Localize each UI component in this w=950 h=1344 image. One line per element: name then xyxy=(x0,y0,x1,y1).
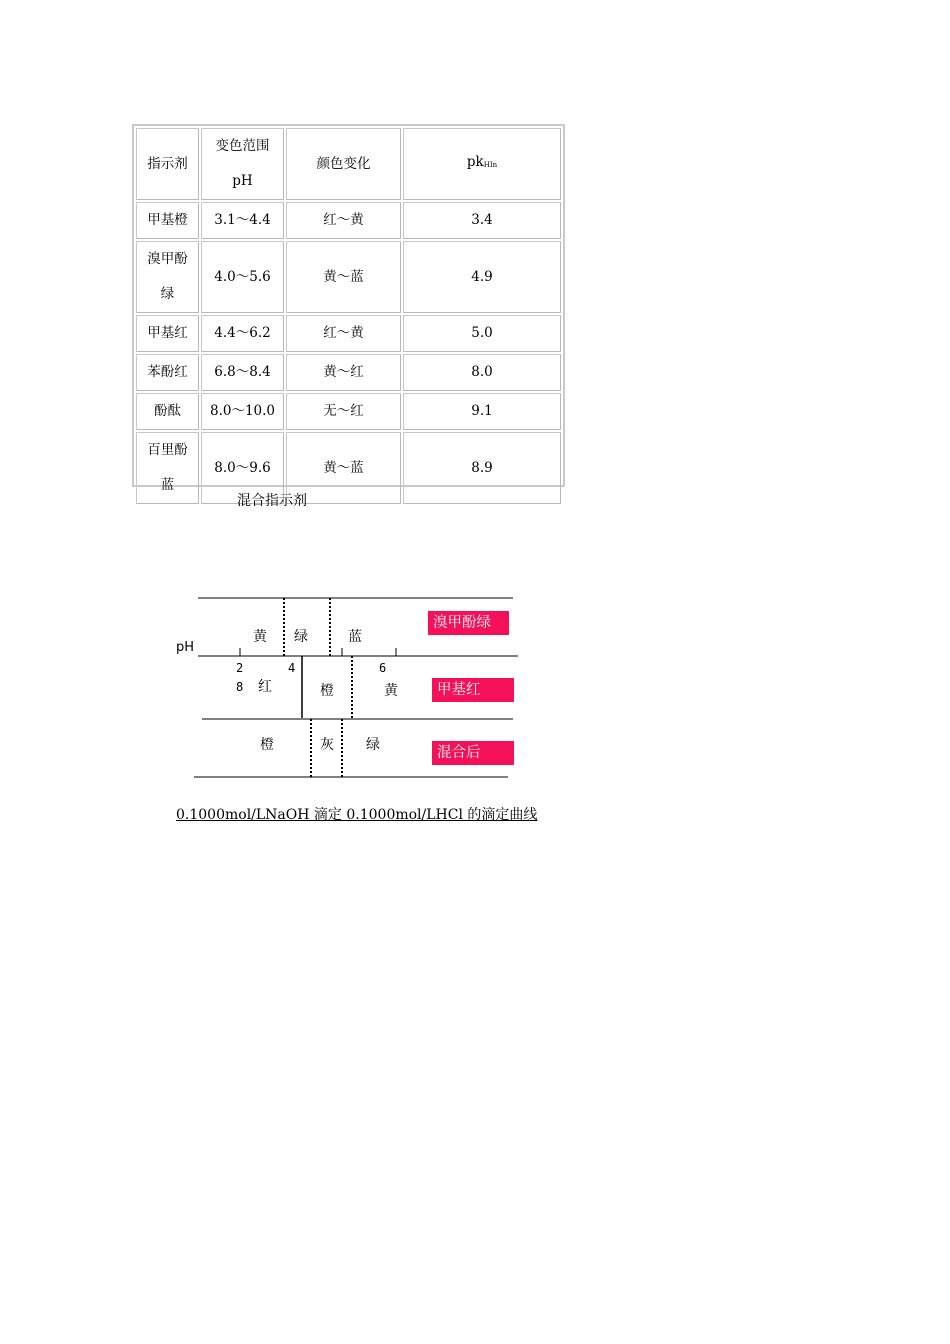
row3-right-label: 绿 xyxy=(366,737,380,753)
cell-color: 黄～红 xyxy=(286,354,401,391)
cell-range: 8.0～10.0 xyxy=(201,393,284,430)
cell-color: 红～黄 xyxy=(286,202,401,239)
cell-indicator-line1: 百里酚 xyxy=(147,442,188,458)
row2-right-label: 黄 xyxy=(384,683,398,699)
tag-methyl-red: 甲基红 xyxy=(432,678,514,702)
ph-axis-label: pH xyxy=(176,640,195,655)
header-range-line1: 变色范围 xyxy=(215,138,270,154)
table-row xyxy=(136,354,561,391)
header-pk xyxy=(403,128,561,200)
cell-range: 4.0～5.6 xyxy=(201,241,284,313)
header-color-change: 颜色变化 xyxy=(286,128,401,200)
cell-indicator: 酚酞 xyxy=(136,393,199,430)
cell-range: 6.8～8.4 xyxy=(201,354,284,391)
row1-left-label: 黄 xyxy=(253,629,267,645)
cell-pk: 5.0 xyxy=(403,315,561,352)
table-row xyxy=(136,241,561,313)
scale-number-6: 6 xyxy=(379,661,387,675)
indicator-table-grid xyxy=(134,126,563,506)
cell-color: 红～黄 xyxy=(286,315,401,352)
scale-number-8: 8 xyxy=(236,680,244,694)
header-pk-subscript: HIn xyxy=(483,161,498,169)
row2-left-label: 红 xyxy=(258,679,272,695)
cell-indicator: 甲基橙 xyxy=(136,202,199,239)
table-row xyxy=(136,202,561,239)
table-row xyxy=(136,393,561,430)
cell-indicator xyxy=(136,241,199,313)
cell-range: 3.1～4.4 xyxy=(201,202,284,239)
cell-pk: 8.0 xyxy=(403,354,561,391)
row1-middle-label: 绿 xyxy=(294,629,308,645)
row3-left-label: 橙 xyxy=(260,737,274,753)
cell-indicator-line2: 蓝 xyxy=(160,477,175,493)
cell-indicator: 苯酚红 xyxy=(136,354,199,391)
tag-mixed: 混合后 xyxy=(432,741,514,765)
table-row xyxy=(136,432,561,504)
cell-pk: 3.4 xyxy=(403,202,561,239)
cell-range: 4.4～6.2 xyxy=(201,315,284,352)
header-range-line2: pH xyxy=(232,173,253,189)
cell-color: 无～红 xyxy=(286,393,401,430)
cell-pk: 9.1 xyxy=(403,393,561,430)
scale-number-2: 2 xyxy=(236,661,244,675)
row2-middle-label: 橙 xyxy=(320,683,334,699)
table-header-row xyxy=(136,128,561,200)
cell-pk: 8.9 xyxy=(403,432,561,504)
mixed-indicator-caption: 混合指示剂 xyxy=(237,493,307,509)
table-row xyxy=(136,315,561,352)
mixed-indicator-diagram xyxy=(170,590,530,790)
cell-indicator xyxy=(136,432,199,504)
row1-right-label: 蓝 xyxy=(348,629,362,645)
cell-color: 黄～蓝 xyxy=(286,432,401,504)
cell-indicator-line2: 绿 xyxy=(160,286,175,302)
cell-indicator: 甲基红 xyxy=(136,315,199,352)
header-range xyxy=(201,128,284,200)
indicator-table xyxy=(132,124,565,493)
cell-indicator-line1: 溴甲酚 xyxy=(147,251,188,267)
titration-curve-link[interactable]: 0.1000mol/LNaOH 滴定 0.1000mol/LHCl 的滴定曲线 xyxy=(176,807,538,823)
cell-color: 黄～蓝 xyxy=(286,241,401,313)
scale-number-4: 4 xyxy=(288,661,296,675)
cell-range: 8.0～9.6 xyxy=(201,432,284,504)
header-pk-main: pk xyxy=(466,154,484,170)
cell-pk: 4.9 xyxy=(403,241,561,313)
header-indicator: 指示剂 xyxy=(136,128,199,200)
row3-middle-label: 灰 xyxy=(320,737,334,753)
tag-bromocresol-green: 溴甲酚绿 xyxy=(428,611,509,635)
